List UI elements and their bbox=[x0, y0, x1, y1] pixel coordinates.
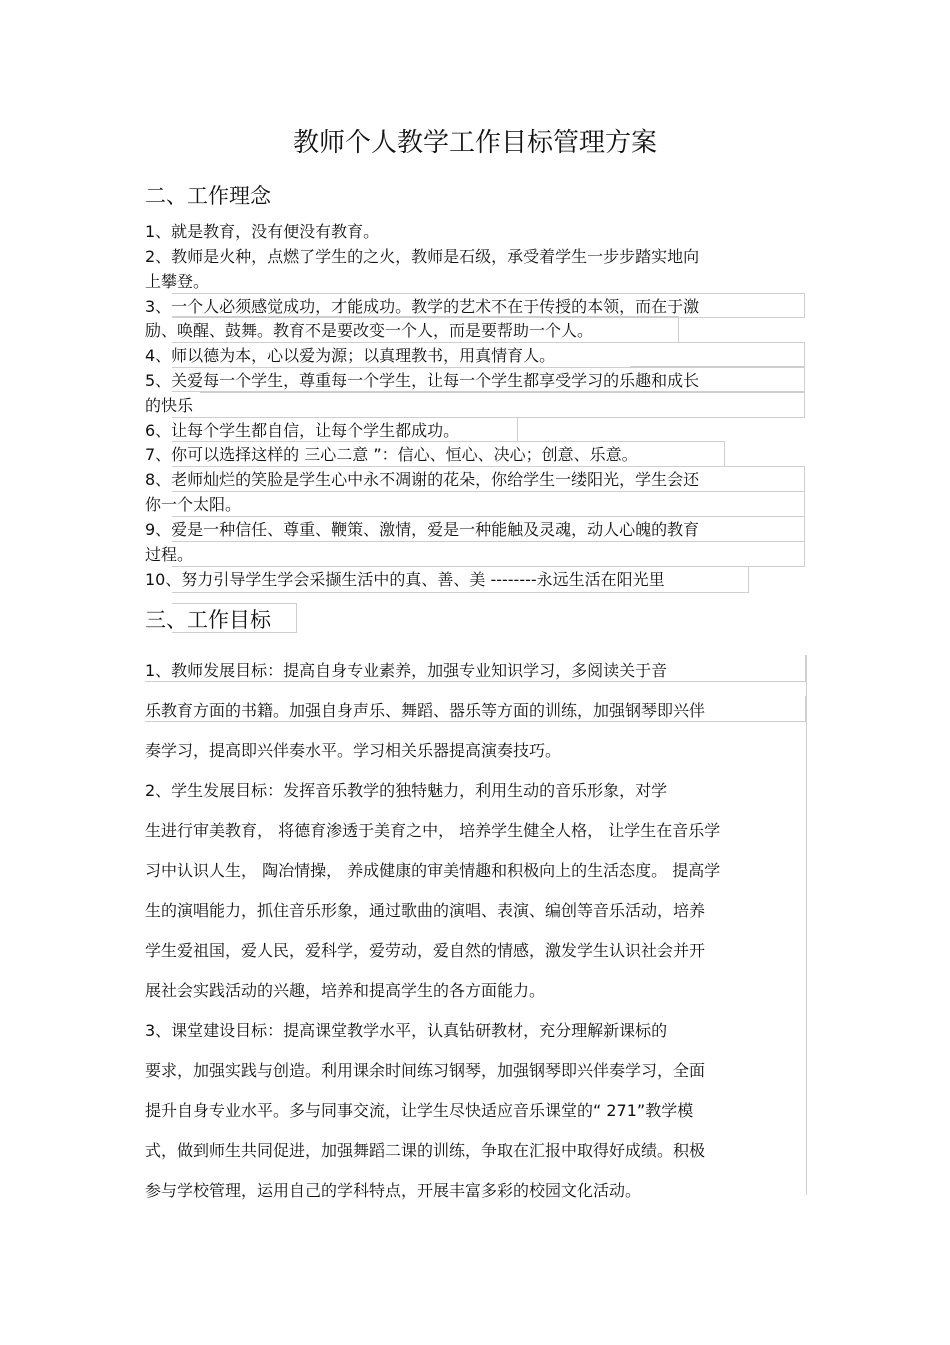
document-title: 教师个人教学工作目标管理方案 bbox=[292, 128, 657, 158]
section-heading-goals: 三、工作目标 bbox=[145, 608, 271, 632]
scan-box bbox=[630, 342, 805, 367]
goals-line: 2、学生发展目标：发挥音乐教学的独特魅力，利用生动的音乐形象，对学 bbox=[145, 781, 668, 800]
goals-line: 参与学校管理，运用自己的学科特点，开展丰富多彩的校园文化活动。 bbox=[145, 1181, 642, 1200]
scan-box bbox=[200, 541, 805, 567]
section-heading-concept: 二、工作理念 bbox=[145, 184, 271, 208]
concept-line: 励、唤醒、鼓舞。教育不是要改变一个人，而是要帮助一个人。 bbox=[145, 321, 594, 340]
concept-line: 4、师以德为本，心以爱为源；以真理教书，用真情育人。 bbox=[145, 346, 556, 365]
concept-line: 你一个太阳。 bbox=[145, 495, 242, 514]
concept-line: 2、教师是火种，点燃了学生的之火，教师是石级，承受着学生一步步踏实地向 bbox=[145, 247, 700, 266]
goals-line: 展社会实践活动的兴趣，培养和提高学生的各方面能力。 bbox=[145, 981, 546, 1000]
goals-line: 乐教育方面的书籍。加强自身声乐、舞蹈、器乐等方面的训练，加强钢琴即兴伴 bbox=[145, 701, 706, 720]
concept-line: 5、关爱每一个学生，尊重每一个学生，让每一个学生都享受学习的乐趣和成长 bbox=[145, 371, 700, 390]
scan-box bbox=[258, 491, 805, 517]
concept-line: 6、让每个学生都自信，让每个学生都成功。 bbox=[145, 421, 460, 440]
goals-line: 生进行审美教育， 将德育渗透于美育之中， 培养学生健全人格， 让学生在音乐学 bbox=[145, 821, 721, 840]
goals-line: 提升自身专业水平。多与同事交流，让学生尽快适应音乐课堂的“ 271”教学模 bbox=[145, 1101, 694, 1120]
concept-line: 7、你可以选择这样的 三心二意 ”：信心、恒心、决心；创意、乐意。 bbox=[145, 445, 638, 464]
scan-rule bbox=[806, 655, 807, 1195]
concept-line: 9、爱是一种信任、尊重、鞭策、激情，爱是一种能触及灵魂，动人心魄的教育 bbox=[145, 520, 700, 539]
concept-line: 的快乐 bbox=[145, 396, 194, 415]
goals-line: 生的演唱能力，抓住音乐形象，通过歌曲的演唱、表演、编创等音乐活动，培养 bbox=[145, 901, 706, 920]
concept-line: 过程。 bbox=[145, 545, 194, 564]
concept-line: 1、就是教育，没有便没有教育。 bbox=[145, 222, 380, 241]
concept-line: 3、一个人必须感觉成功，才能成功。教学的艺术不在于传授的本领，而在于激 bbox=[145, 297, 700, 316]
goals-line: 学生爱祖国，爱人民，爱科学，爱劳动，爱自然的情感，激发学生认识社会并开 bbox=[145, 941, 706, 960]
goals-line: 习中认识人生， 陶冶情操， 养成健康的审美情趣和积极向上的生活态度。 提高学 bbox=[145, 861, 721, 880]
goals-line: 3、课堂建设目标：提高课堂教学水平，认真钻研教材，充分理解新课标的 bbox=[145, 1021, 668, 1040]
scan-box bbox=[200, 392, 805, 418]
concept-line: 10、努力引导学生学会采撷生活中的真、善、美 --------永远生活在阳光里 bbox=[145, 570, 665, 589]
goals-line: 式，做到师生共同促进，加强舞蹈二课的训练，争取在汇报中取得好成绩。积极 bbox=[145, 1141, 706, 1160]
goals-line: 要求，加强实践与创造。利用课余时间练习钢琴，加强钢琴即兴伴奏学习，全面 bbox=[145, 1061, 706, 1080]
goals-line: 1、教师发展目标：提高自身专业素养，加强专业知识学习，多阅读关于音 bbox=[145, 661, 668, 680]
goals-line: 奏学习，提高即兴伴奏水平。学习相关乐器提高演奏技巧。 bbox=[145, 741, 562, 760]
concept-line: 8、老师灿烂的笑脸是学生心中永不凋谢的花朵，你给学生一缕阳光，学生会还 bbox=[145, 470, 700, 489]
concept-line: 上攀登。 bbox=[145, 272, 210, 291]
